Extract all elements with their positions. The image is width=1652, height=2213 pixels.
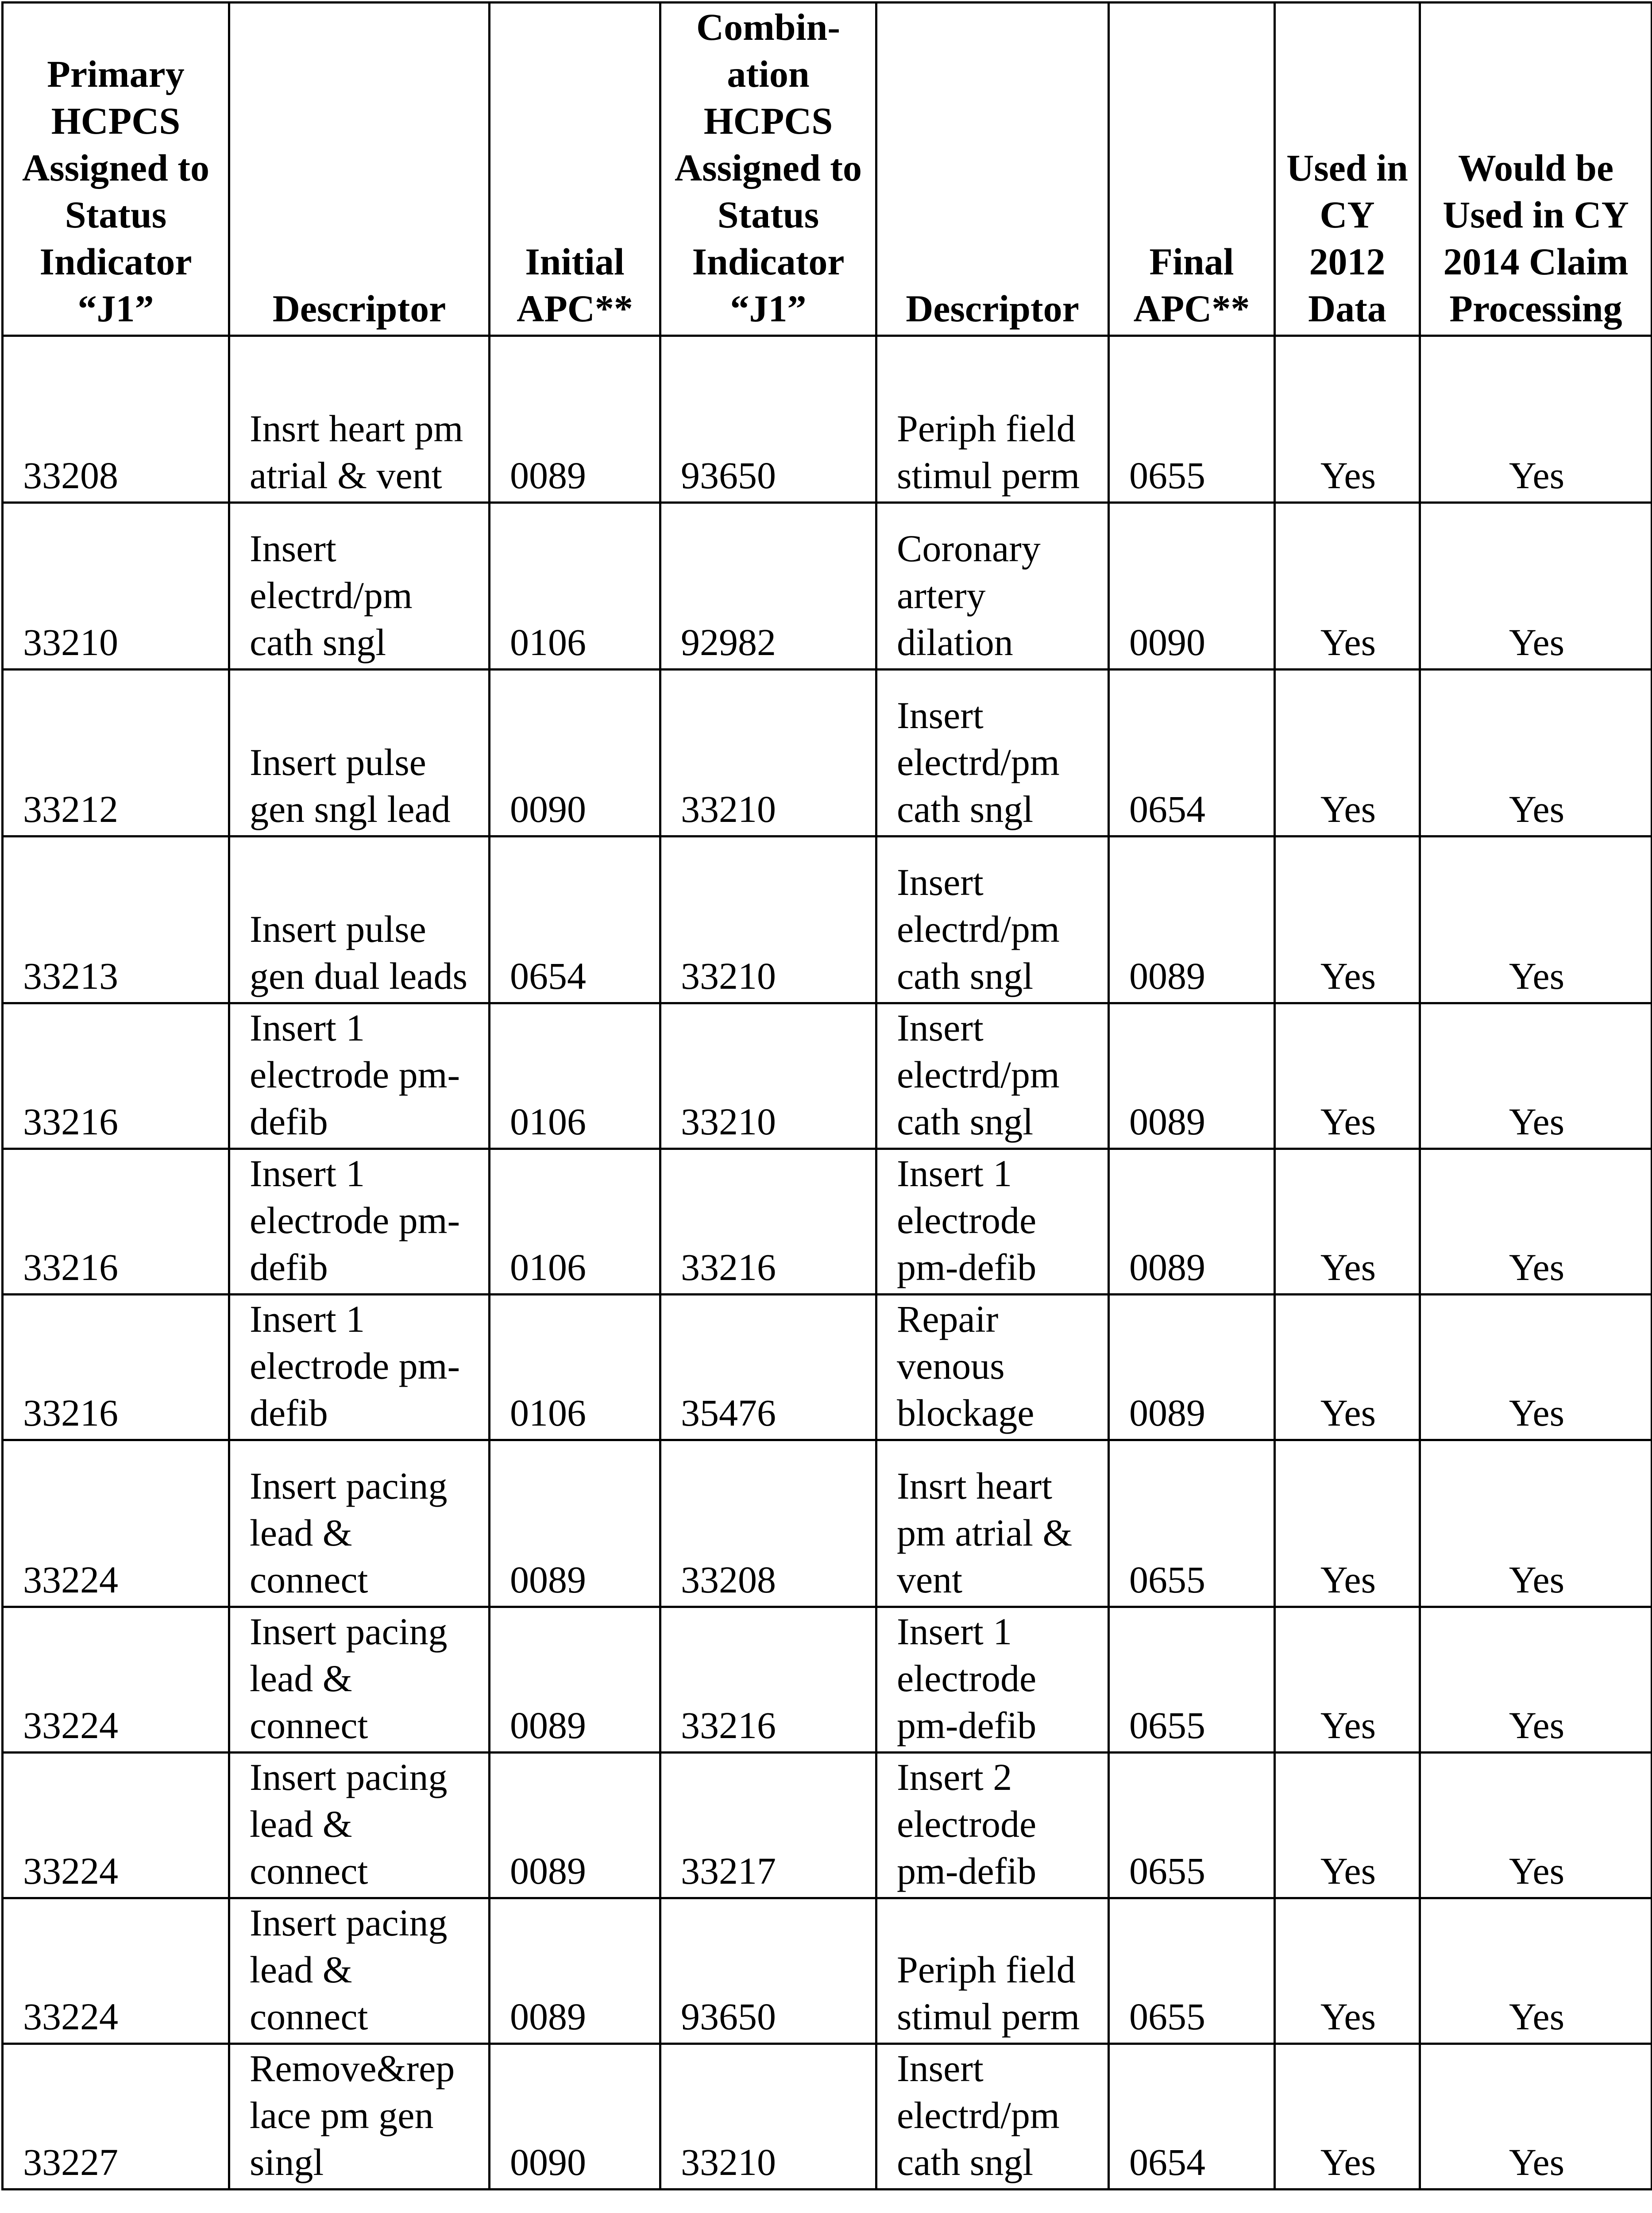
cell-descriptor: Remove&rep lace pm gen singl	[229, 2044, 490, 2190]
table-row	[3, 670, 1652, 837]
cell-descriptor-2: Repair venous blockage	[876, 1295, 1109, 1440]
cell-initial-apc: 0106	[490, 1003, 660, 1149]
cell-used-cy-2014: Yes	[1420, 1440, 1652, 1607]
cell-used-cy-2014: Yes	[1420, 503, 1652, 670]
table-row	[3, 837, 1652, 1003]
cell-initial-apc: 0106	[490, 503, 660, 670]
cell-primary-hcpcs: 33212	[3, 670, 229, 837]
cell-descriptor: Insert 1 electrode pm-defib	[229, 1003, 490, 1149]
cell-used-cy-2014: Yes	[1420, 2044, 1652, 2190]
table-row	[3, 2044, 1652, 2190]
cell-final-apc: 0655	[1109, 1753, 1275, 1898]
header-descriptor-2: Descriptor	[876, 3, 1109, 336]
cell-used-cy-2012: Yes	[1275, 837, 1420, 1003]
cell-used-cy-2014: Yes	[1420, 336, 1652, 503]
header-final-apc: Final APC**	[1109, 3, 1275, 336]
table-row	[3, 1003, 1652, 1149]
cell-used-cy-2012: Yes	[1275, 503, 1420, 670]
header-used-cy-2012: Used in CY 2012 Data	[1275, 3, 1420, 336]
cell-descriptor: Insert pacing lead & connect	[229, 1440, 490, 1607]
cell-primary-hcpcs: 33216	[3, 1149, 229, 1295]
cell-used-cy-2014: Yes	[1420, 1607, 1652, 1753]
cell-combination-hcpcs: 33210	[660, 837, 876, 1003]
table-row	[3, 1149, 1652, 1295]
cell-descriptor-2: Coronary artery dilation	[876, 503, 1109, 670]
cell-descriptor-2: Insert 2 electrode pm-defib	[876, 1753, 1109, 1898]
cell-combination-hcpcs: 33210	[660, 670, 876, 837]
cell-final-apc: 0654	[1109, 670, 1275, 837]
table-row	[3, 1607, 1652, 1753]
cell-initial-apc: 0089	[490, 336, 660, 503]
cell-final-apc: 0654	[1109, 2044, 1275, 2190]
header-primary-hcpcs: Primary HCPCS Assigned to Status Indicator “J1”	[3, 3, 229, 336]
cell-descriptor: Insert electrd/pm cath sngl	[229, 503, 490, 670]
cell-combination-hcpcs: 33217	[660, 1753, 876, 1898]
cell-initial-apc: 0106	[490, 1295, 660, 1440]
table-row	[3, 1753, 1652, 1898]
cell-descriptor: Insert 1 electrode pm-defib	[229, 1149, 490, 1295]
cell-final-apc: 0089	[1109, 1003, 1275, 1149]
header-row	[3, 3, 1652, 336]
cell-final-apc: 0089	[1109, 1149, 1275, 1295]
cell-used-cy-2012: Yes	[1275, 1295, 1420, 1440]
cell-primary-hcpcs: 33224	[3, 1440, 229, 1607]
table-body	[3, 336, 1652, 2190]
cell-combination-hcpcs: 93650	[660, 1898, 876, 2044]
cell-descriptor-2: Periph field stimul perm	[876, 336, 1109, 503]
cell-combination-hcpcs: 33210	[660, 2044, 876, 2190]
cell-used-cy-2012: Yes	[1275, 336, 1420, 503]
cell-final-apc: 0655	[1109, 336, 1275, 503]
cell-initial-apc: 0089	[490, 1753, 660, 1898]
cell-used-cy-2012: Yes	[1275, 2044, 1420, 2190]
cell-descriptor: Insert pulse gen sngl lead	[229, 670, 490, 837]
cell-primary-hcpcs: 33227	[3, 2044, 229, 2190]
hcpcs-j1-table	[1, 1, 1652, 2190]
cell-used-cy-2014: Yes	[1420, 837, 1652, 1003]
cell-used-cy-2012: Yes	[1275, 1440, 1420, 1607]
table-row	[3, 1898, 1652, 2044]
cell-final-apc: 0655	[1109, 1607, 1275, 1753]
cell-descriptor-2: Insert electrd/pm cath sngl	[876, 670, 1109, 837]
cell-primary-hcpcs: 33224	[3, 1898, 229, 2044]
cell-final-apc: 0089	[1109, 837, 1275, 1003]
cell-descriptor: Insert 1 electrode pm-defib	[229, 1295, 490, 1440]
table-row	[3, 503, 1652, 670]
table-row	[3, 336, 1652, 503]
header-used-cy-2014: Would be Used in CY 2014 Claim Processing	[1420, 3, 1652, 336]
cell-used-cy-2012: Yes	[1275, 670, 1420, 837]
cell-used-cy-2014: Yes	[1420, 1753, 1652, 1898]
cell-used-cy-2014: Yes	[1420, 1295, 1652, 1440]
cell-used-cy-2014: Yes	[1420, 1149, 1652, 1295]
cell-used-cy-2014: Yes	[1420, 1003, 1652, 1149]
cell-descriptor: Insert pacing lead & connect	[229, 1607, 490, 1753]
header-initial-apc: Initial APC**	[490, 3, 660, 336]
cell-primary-hcpcs: 33216	[3, 1003, 229, 1149]
cell-used-cy-2012: Yes	[1275, 1898, 1420, 2044]
cell-used-cy-2012: Yes	[1275, 1607, 1420, 1753]
cell-primary-hcpcs: 33224	[3, 1607, 229, 1753]
cell-used-cy-2012: Yes	[1275, 1149, 1420, 1295]
cell-used-cy-2014: Yes	[1420, 670, 1652, 837]
cell-initial-apc: 0089	[490, 1898, 660, 2044]
cell-primary-hcpcs: 33210	[3, 503, 229, 670]
cell-used-cy-2012: Yes	[1275, 1753, 1420, 1898]
cell-final-apc: 0655	[1109, 1898, 1275, 2044]
cell-initial-apc: 0089	[490, 1440, 660, 1607]
table-row	[3, 1440, 1652, 1607]
cell-descriptor: Insert pacing lead & connect	[229, 1753, 490, 1898]
cell-initial-apc: 0089	[490, 1607, 660, 1753]
cell-initial-apc: 0090	[490, 670, 660, 837]
cell-primary-hcpcs: 33213	[3, 837, 229, 1003]
cell-descriptor-2: Insert electrd/pm cath sngl	[876, 1003, 1109, 1149]
cell-descriptor-2: Insert electrd/pm cath sngl	[876, 837, 1109, 1003]
cell-used-cy-2014: Yes	[1420, 1898, 1652, 2044]
cell-descriptor: Insert pacing lead & connect	[229, 1898, 490, 2044]
cell-combination-hcpcs: 33208	[660, 1440, 876, 1607]
cell-descriptor-2: Insrt heart pm atrial & vent	[876, 1440, 1109, 1607]
cell-combination-hcpcs: 92982	[660, 503, 876, 670]
cell-descriptor-2: Insert 1 electrode pm-defib	[876, 1607, 1109, 1753]
table-header	[3, 3, 1652, 336]
cell-initial-apc: 0090	[490, 2044, 660, 2190]
cell-descriptor-2: Periph field stimul perm	[876, 1898, 1109, 2044]
cell-primary-hcpcs: 33208	[3, 336, 229, 503]
header-descriptor: Descriptor	[229, 3, 490, 336]
cell-descriptor-2: Insert 1 electrode pm-defib	[876, 1149, 1109, 1295]
table-row	[3, 1295, 1652, 1440]
cell-combination-hcpcs: 33216	[660, 1607, 876, 1753]
cell-used-cy-2012: Yes	[1275, 1003, 1420, 1149]
cell-descriptor-2: Insert electrd/pm cath sngl	[876, 2044, 1109, 2190]
cell-initial-apc: 0654	[490, 837, 660, 1003]
cell-primary-hcpcs: 33224	[3, 1753, 229, 1898]
cell-combination-hcpcs: 33210	[660, 1003, 876, 1149]
cell-final-apc: 0089	[1109, 1295, 1275, 1440]
cell-combination-hcpcs: 33216	[660, 1149, 876, 1295]
cell-final-apc: 0090	[1109, 503, 1275, 670]
cell-primary-hcpcs: 33216	[3, 1295, 229, 1440]
cell-descriptor: Insrt heart pm atrial & vent	[229, 336, 490, 503]
cell-final-apc: 0655	[1109, 1440, 1275, 1607]
header-combination-hcpcs: Combin-ation HCPCS Assigned to Status Indicator “J1”	[660, 3, 876, 336]
cell-combination-hcpcs: 35476	[660, 1295, 876, 1440]
cell-initial-apc: 0106	[490, 1149, 660, 1295]
cell-combination-hcpcs: 93650	[660, 336, 876, 503]
cell-descriptor: Insert pulse gen dual leads	[229, 837, 490, 1003]
